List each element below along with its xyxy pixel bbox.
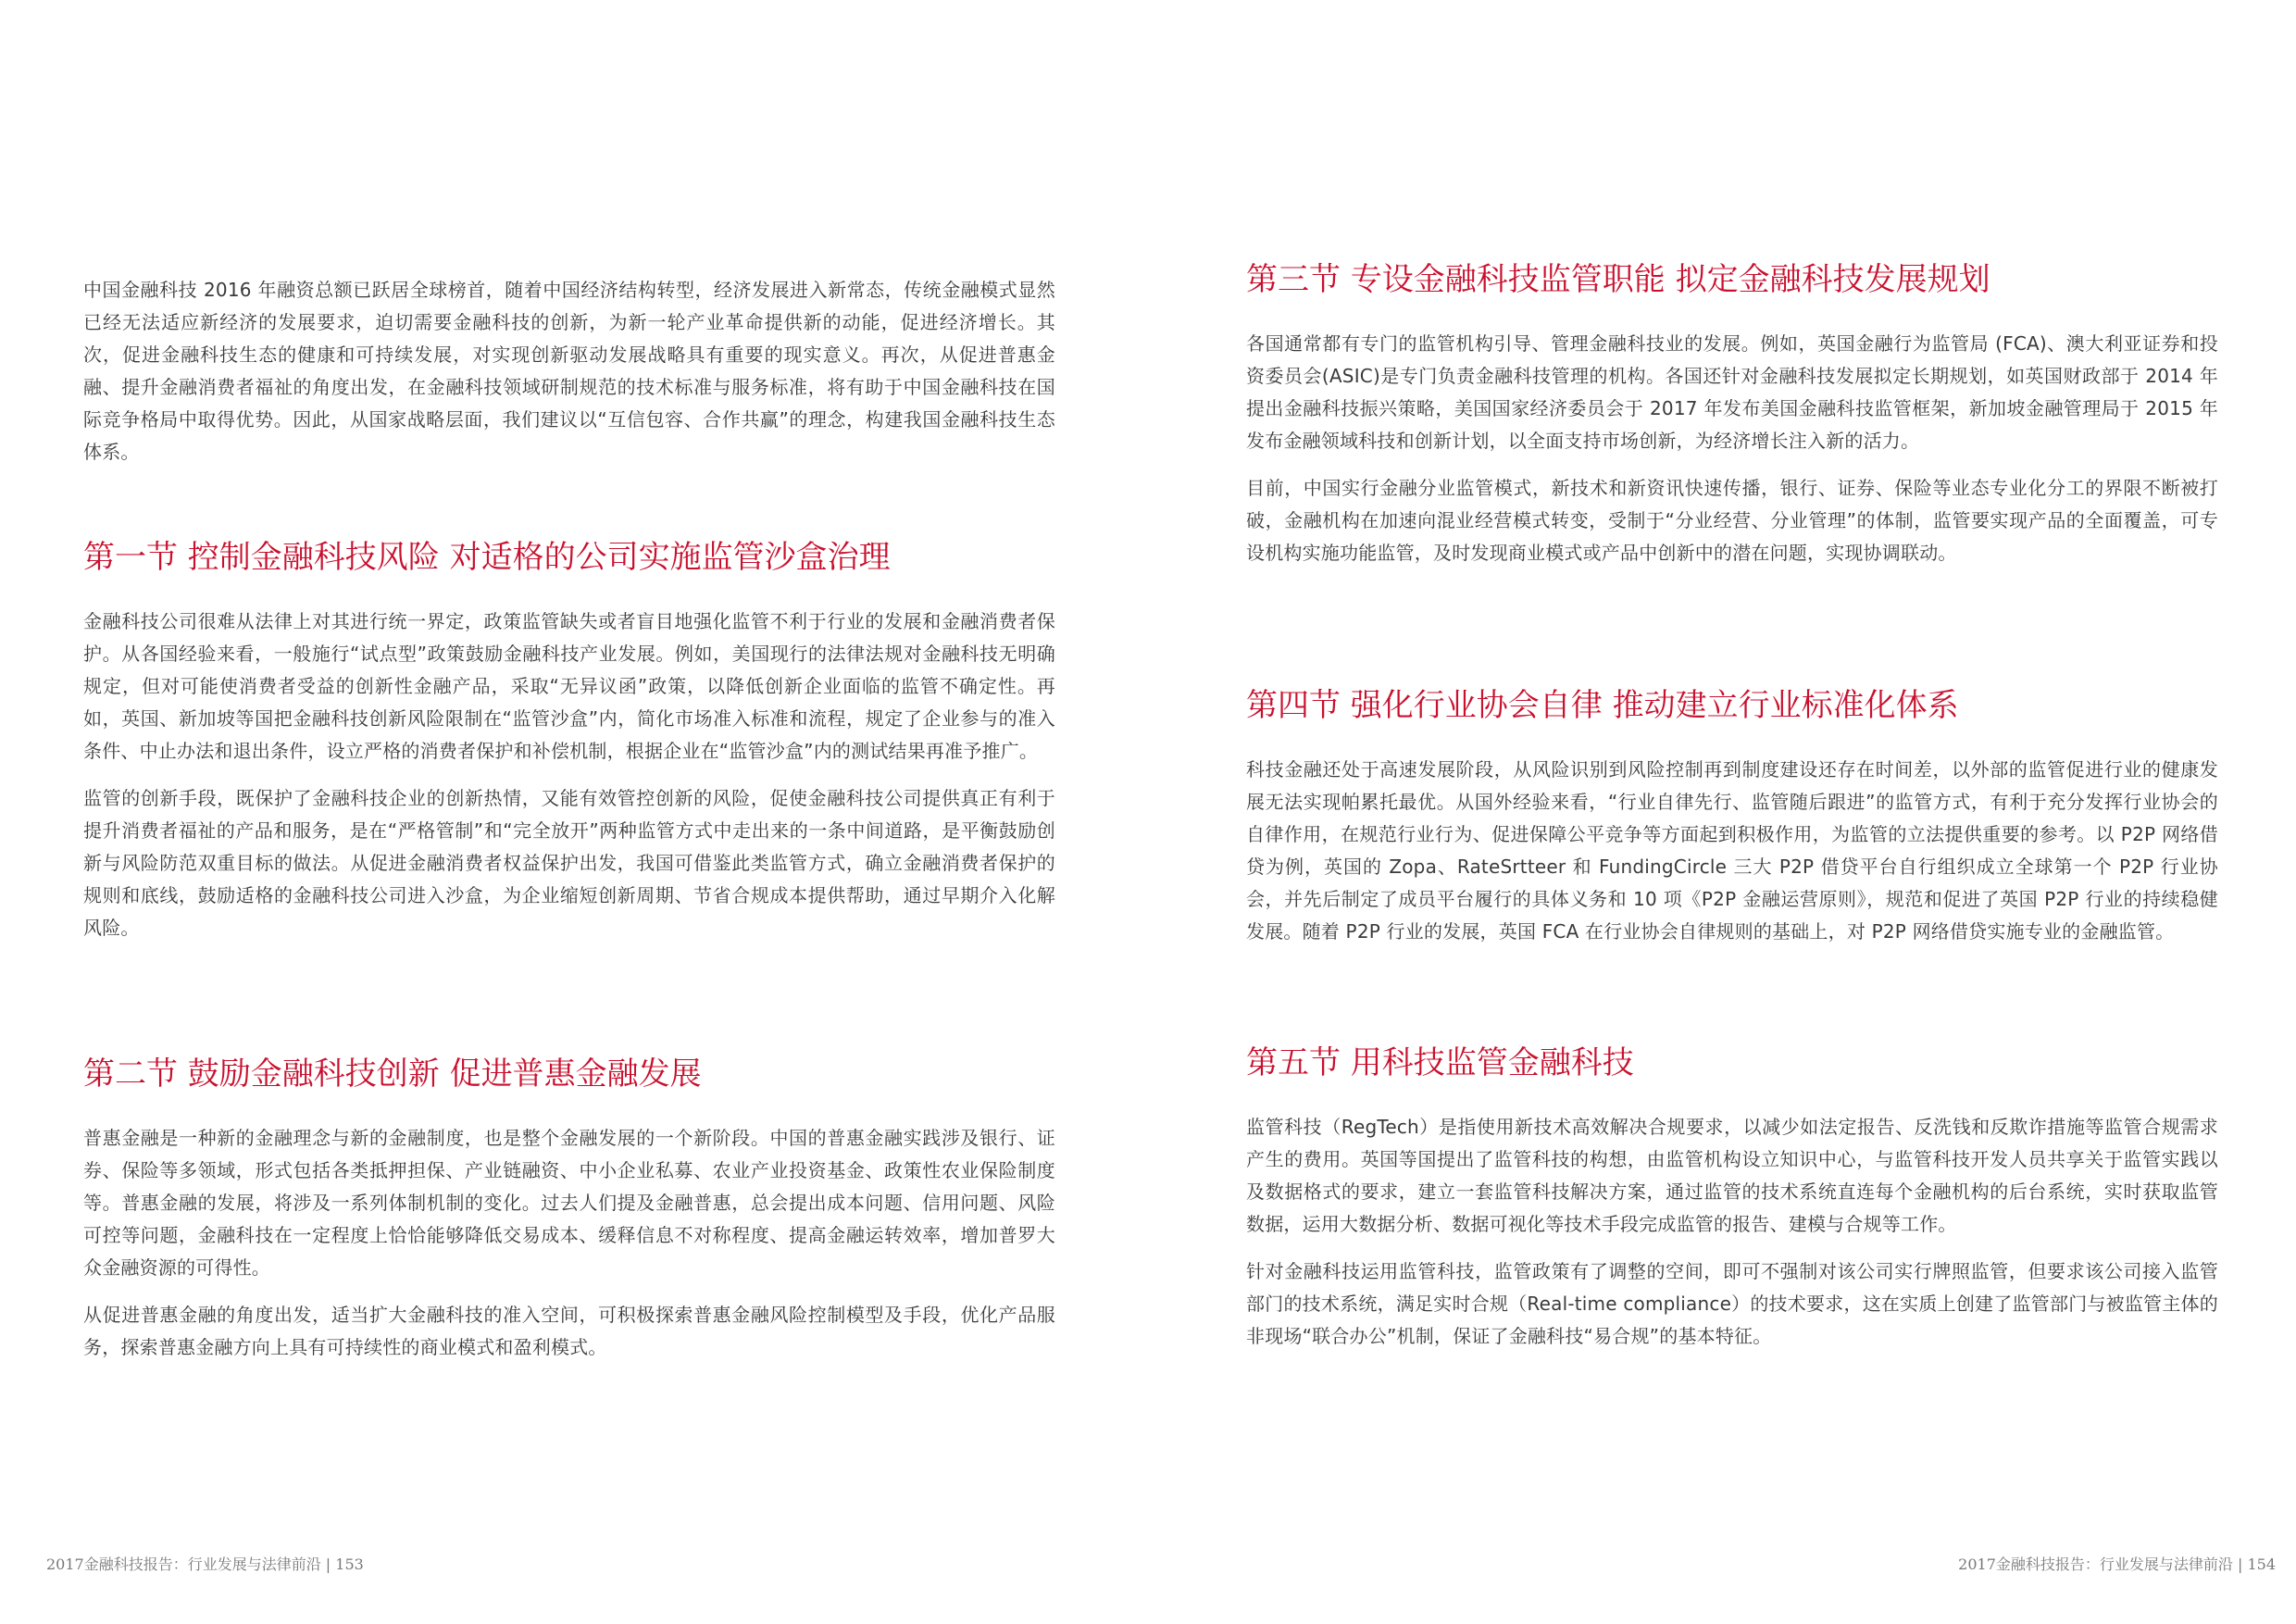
section-2-title: 第二节 鼓励金融科技创新 促进普惠金融发展 [83,1056,702,1093]
section-5-title: 第五节 用科技监管金融科技 [1246,1044,1634,1081]
section-5-paragraph-1: 监管科技（RegTech）是指使用新技术高效解决合规要求，以减少如法定报告、反洗钱和反欺诈措施等监管合规需求产生的费用。英国等国提出了监管科技的构想，由监管机构设立知识中心，与监管科技开发人员共享关于监管实践以及数据格式的要求，建立一套监管科技解决方案，通过监管的技术系统直连每个金融机构的后台系统，实时获取监管数据，运用大数据分析、数据可视化等技术手段完成监管的报告、建模与合规等工作。 [1246,1116,2218,1235]
section-4-title: 第四节 强化行业协会自律 推动建立行业标准化体系 [1246,687,1959,724]
section-4-body [1246,754,2218,948]
section-2 [83,1054,1055,1364]
section-5 [1246,1043,2218,1353]
section-1-title: 第一节 控制金融科技风险 对适格的公司实施监管沙盒治理 [83,539,891,576]
section-3-paragraph-2: 目前，中国实行金融分业监管模式，新技术和新资讯快速传播，银行、证券、保险等业态专业化分工的界限不断被打破，金融机构在加速向混业经营模式转变，受制于“分业经营、分业管理”的体制，监管要实现产品的全面覆盖，可专设机构实施功能监管，及时发现商业模式或产品中创新中的潜在问题，实现协调联动。 [1246,477,2218,564]
section-1-paragraph-2: 监管的创新手段，既保护了金融科技企业的创新热情，又能有效管控创新的风险，促使金融科技公司提供真正有利于提升消费者福祉的产品和服务，是在“严格管制”和“完全放开”两种监管方式中走出来的一条中间道路，是平衡鼓励创新与风险防范双重目标的做法。从促进金融消费者权益保护出发，我国可借鉴此类监管方式，确立金融消费者保护的规则和底线，鼓励适格的金融科技公司进入沙盒，为企业缩短创新周期、节省合规成本提供帮助，通过早期介入化解风险。 [83,787,1055,939]
right-page-footer: 2017金融科技报告：行业发展与法律前沿 | 154 [1958,1555,2276,1573]
section-3-paragraph-1: 各国通常都有专门的监管机构引导、管理金融科技业的发展。例如，英国金融行为监管局 (FCA)、澳大利亚证券和投资委员会(ASIC)是专门负责金融科技管理的机构。各国还针对金融科技发展拟定长期规划，如英国财政部于 2014 年提出金融科技振兴策略，美国国家经济委员会于 2017 年发布美国金融科技监管框架，新加坡金融管理局于 2015 年发布金融领域科技和创新计划，以全面支持市场创新，为经济增长注入新的活力。 [1246,332,2218,452]
section-4 [1246,685,2218,948]
section-2-paragraph-2: 从促进普惠金融的角度出发，适当扩大金融科技的准入空间，可积极探索普惠金融风险控制模型及手段，优化产品服务，探索普惠金融方向上具有可持续性的商业模式和盈利模式。 [83,1304,1055,1358]
section-4-paragraph-1: 科技金融还处于高速发展阶段，从风险识别到风险控制再到制度建设还存在时间差，以外部的监管促进行业的健康发展无法实现帕累托最优。从国外经验来看，“行业自律先行、监管随后跟进”的监管方式，有利于充分发挥行业协会的自律作用，在规范行业行为、促进保障公平竞争等方面起到积极作用，为监管的立法提供重要的参考。以 P2P 网络借贷为例，英国的 Zopa、RateSrtteer 和 FundingCircle 三大 P2P 借贷平台自行组织成立全球第一个 P2P 行业协会，并先后制定了成员平台履行的具体义务和 10 项《P2P 金融运营原则》，规范和促进了英国 P2P 行业的持续稳健发展。随着 P2P 行业的发展，英国 FCA 在行业协会自律规则的基础上，对 P2P 网络借贷实施专业的金融监管。 [1246,758,2218,943]
section-2-paragraph-1: 普惠金融是一种新的金融理念与新的金融制度，也是整个金融发展的一个新阶段。中国的普惠金融实践涉及银行、证券、保险等多领域，形式包括各类抵押担保、产业链融资、中小企业私募、农业产业投资基金、政策性农业保险制度等。普惠金融的发展，将涉及一系列体制机制的变化。过去人们提及金融普惠，总会提出成本问题、信用问题、风险可控等问题，金融科技在一定程度上恰恰能够降低交易成本、缓释信息不对称程度、提高金融运转效率，增加普罗大众金融资源的可得性。 [83,1127,1055,1279]
section-5-paragraph-2: 针对金融科技运用监管科技，监管政策有了调整的空间，即可不强制对该公司实行牌照监管，但要求该公司接入监管部门的技术系统，满足实时合规（Real-time compliance）的技术要求，这在实质上创建了监管部门与被监管主体的非现场“联合办公”机制，保证了金融科技“易合规”的基本特征。 [1246,1260,2218,1347]
section-1-body [83,606,1055,944]
left-page-footer: 2017金融科技报告：行业发展与法律前沿 | 153 [46,1555,364,1573]
section-1 [83,537,1055,944]
section-3-body [1246,328,2218,569]
section-3-title: 第三节 专设金融科技监管职能 拟定金融科技发展规划 [1246,261,1990,298]
section-2-body [83,1122,1055,1364]
section-1-paragraph-1: 金融科技公司很难从法律上对其进行统一界定，政策监管缺失或者盲目地强化监管不利于行业的发展和金融消费者保护。从各国经验来看，一般施行“试点型”政策鼓励金融科技产业发展。例如，美国现行的法律法规对金融科技无明确规定，但对可能使消费者受益的创新性金融产品，采取“无异议函”政策，以降低创新企业面临的监管不确定性。再如，英国、新加坡等国把金融科技创新风险限制在“监管沙盒”内，简化市场准入标准和流程，规定了企业参与的准入条件、中止办法和退出条件，设立严格的消费者保护和补偿机制，根据企业在“监管沙盒”内的测试结果再准予推广。 [83,610,1055,762]
section-3 [1246,259,2218,569]
intro-paragraph: 中国金融科技 2016 年融资总额已跃居全球榜首，随着中国经济结构转型，经济发展进入新常态，传统金融模式显然已经无法适应新经济的发展要求，迫切需要金融科技的创新，为新一轮产业革命提供新的动能，促进经济增长。其次，促进金融科技生态的健康和可持续发展，对实现创新驱动发展战略具有重要的现实意义。再次，从促进普惠金融、提升金融消费者福祉的角度出发，在金融科技领域研制规范的技术标准与服务标准，将有助于中国金融科技在国际竞争格局中取得优势。因此，从国家战略层面，我们建议以“互信包容、合作共赢”的理念，构建我国金融科技生态体系。 [83,279,1055,463]
section-5-body [1246,1111,2218,1353]
